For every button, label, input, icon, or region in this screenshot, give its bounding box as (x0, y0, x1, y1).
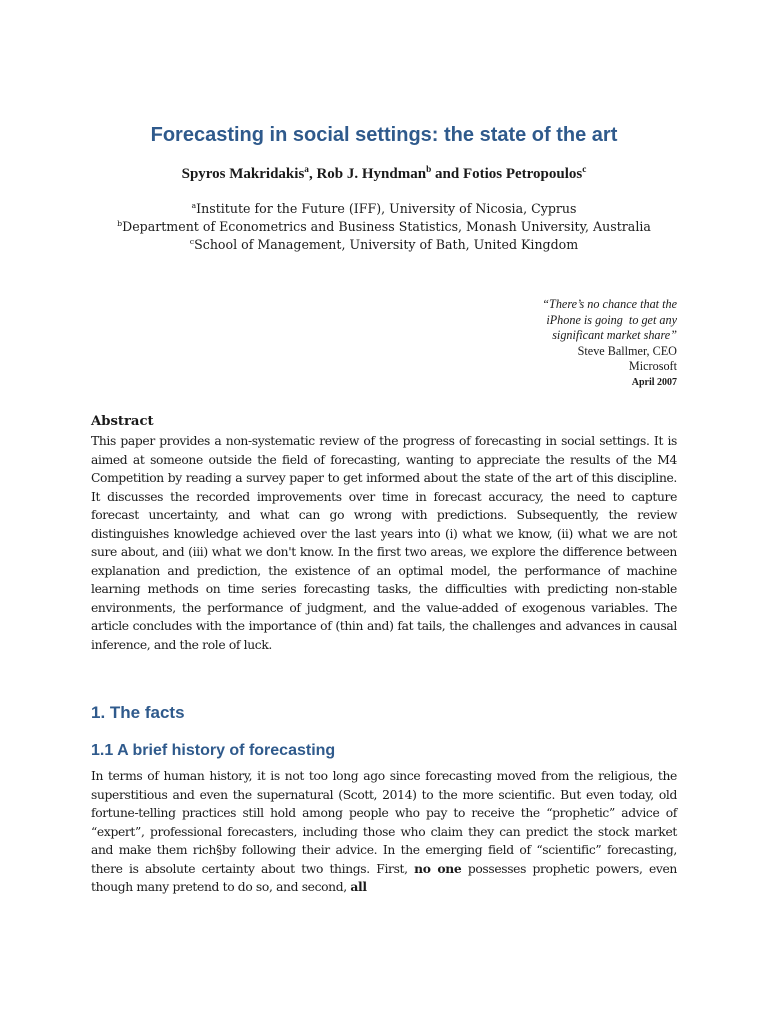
section-heading: 1. The facts (91, 703, 185, 722)
abstract-text: This paper provides a non-systematic review of the progress of forecasting in social settings. It is aimed at someone outside the field of forecasting, wanting to appreciate the results of the M4 Competition by reading a survey paper to get informed about the state of the art of this discipline. It discusses the recorded improvements over time in forecast accuracy, the need to capture forecast uncertainty, and what can go wrong with predictions. Subsequently, the review distinguishes knowledge achieved over the last years into (i) what we know, (ii) what we are not sure about, and (iii) what we don't know. In the first two areas, we explore the difference between explanation and prediction, the existence of an optimal model, the performance of machine learning methods on time series forecasting tasks, the difficulties with predicting non-stable environments, the performance of judgment, and the value-added of exogenous variables. The article concludes with the importance of (thin and) fat tails, the challenges and advances in causal inference, and the role of luck. (91, 434, 677, 652)
abstract-heading: Abstract (91, 414, 154, 429)
paragraph-text: possesses prophetic powers, even though many pretend to do so, and second, (91, 861, 678, 894)
affiliation-text: Institute for the Future (IFF), University of Nicosia, Cyprus (196, 201, 577, 216)
author-affil-mark: b (426, 165, 432, 175)
epigraph-line: iPhone is going to get any (546, 312, 677, 327)
emphasis-text: all (350, 879, 367, 894)
affiliation (0, 236, 768, 254)
author-list (0, 166, 768, 183)
affiliation (0, 218, 768, 236)
author-separator: and (431, 166, 463, 182)
epigraph-company: Microsoft (628, 359, 677, 374)
paragraph-text: In terms of human history, it is not too long ago since forecasting moved from the religious, the superstitious and even the supernatural (Scott, 2014) to the more scientific. But even today, old fortune-telling practices still hold among people who pay to receive the “prophetic” advice of “expert”, professional forecasters, including those who claim they can predict the stock market and make them rich§by following their advice. In the emerging field of “scientific” forecasting, there is absolute certainty about two things. First, (91, 769, 677, 876)
author-name: Spyros Makridakis (181, 166, 305, 182)
emphasis-text: no one (414, 860, 462, 876)
author-affil-mark: a (304, 165, 309, 175)
epigraph (427, 297, 677, 391)
epigraph-line: significant market share” (552, 328, 677, 343)
affiliation (0, 200, 768, 218)
subsection-heading: 1.1 A brief history of forecasting (91, 742, 336, 759)
affiliation-text: Department of Econometrics and Business Statistics, Monash University, Australia (122, 219, 651, 234)
author-separator: , (308, 166, 317, 182)
affiliation-mark: c (189, 236, 195, 246)
affiliation-list (0, 200, 768, 254)
epigraph-date: April 2007 (631, 376, 677, 388)
affiliation-mark: a (191, 200, 197, 210)
paper-title: Forecasting in social settings: the state of the art (150, 124, 618, 146)
author-name: Rob J. Hyndman (316, 166, 427, 182)
history-paragraph (91, 767, 677, 897)
affiliation-mark: b (117, 218, 123, 228)
author-name: Fotios Petropoulos (462, 166, 583, 182)
affiliation-text: School of Management, University of Bath, United Kingdom (194, 237, 579, 252)
epigraph-attribution: Steve Ballmer, CEO (577, 343, 677, 358)
author-affil-mark: c (582, 165, 587, 175)
epigraph-line: “There’s no chance that the (542, 297, 677, 311)
